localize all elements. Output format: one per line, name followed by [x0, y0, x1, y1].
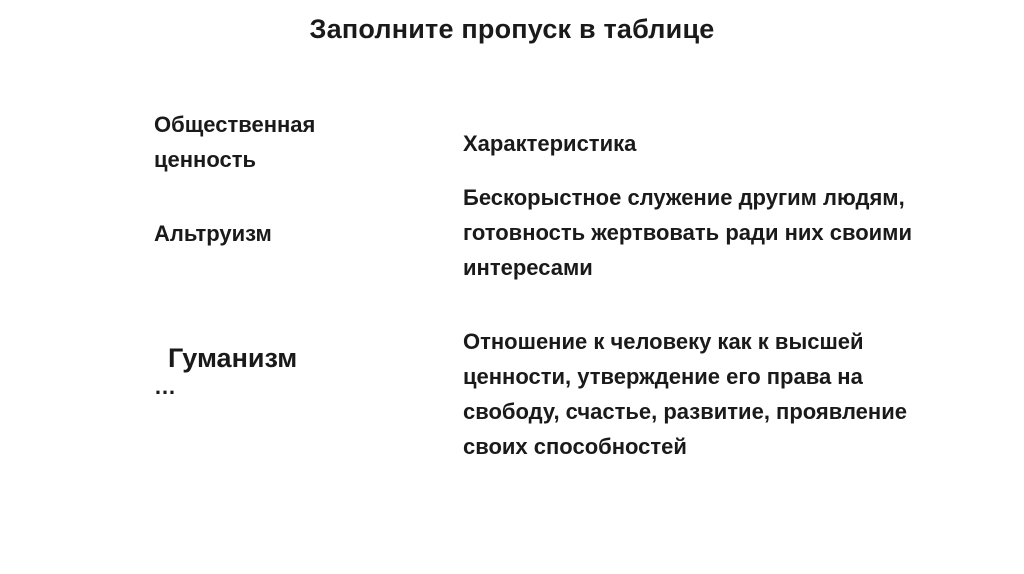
slide-title: Заполните пропуск в таблице — [309, 14, 715, 44]
row-2-characteristic: Отношение к человеку как к высшей ценности, утверждение его права на свободу, счастье, развитие, проявление своих способностей — [463, 329, 907, 459]
row-1-value: Альтруизм — [154, 221, 272, 246]
row-2-blank: … — [154, 374, 176, 399]
row-2-answer: Гуманизм — [168, 343, 298, 373]
header-characteristic-label: Характеристика — [463, 131, 637, 156]
header-value-label: Общественная ценность — [154, 112, 316, 172]
row-1-characteristic: Бескорыстное служение другим людям, готовность жертвовать ради них своими интересами — [463, 185, 912, 280]
